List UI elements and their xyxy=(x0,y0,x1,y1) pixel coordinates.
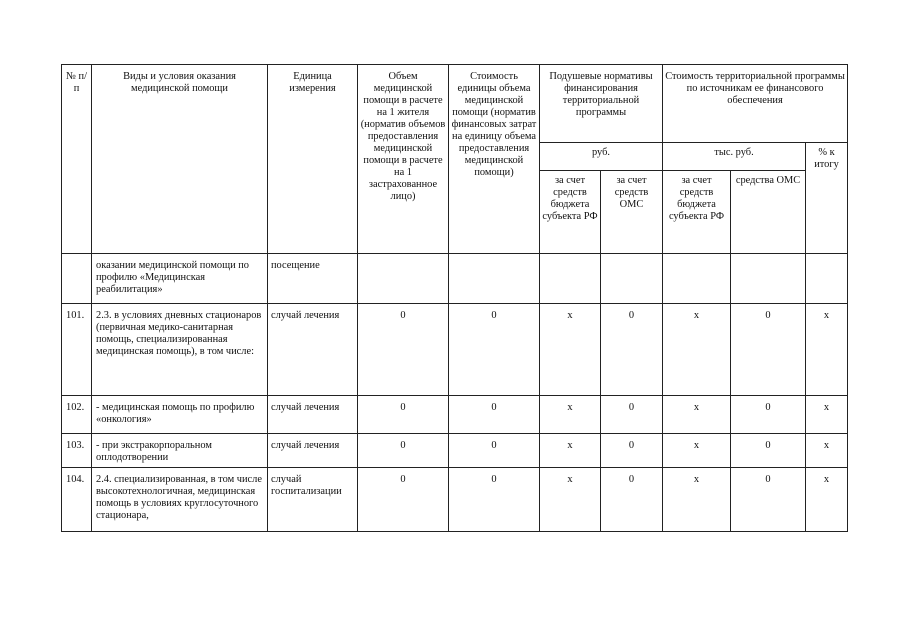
row-pct: х xyxy=(806,434,848,468)
header-oms-rub: за счет средств ОМС xyxy=(601,171,663,254)
row-budget-thous: х xyxy=(663,396,731,434)
row-volume: 0 xyxy=(358,434,449,468)
row-budget-thous xyxy=(663,254,731,304)
row-budget-rub: х xyxy=(540,468,601,532)
row-cost: 0 xyxy=(449,304,540,396)
row-budget-rub: х xyxy=(540,304,601,396)
row-oms-rub: 0 xyxy=(601,434,663,468)
table-row xyxy=(62,254,848,304)
header-budget-rub: за счет средств бюджета субъекта РФ xyxy=(540,171,601,254)
table-row xyxy=(62,468,848,532)
row-kind: - при экстракорпоральном оплодотворении xyxy=(92,434,268,468)
table-row xyxy=(62,434,848,468)
header-per-capita: Подушевые нормативы финансирования территориальной программы xyxy=(540,65,663,143)
row-pct: х xyxy=(806,396,848,434)
header-oms-thous: средства ОМС xyxy=(731,171,806,254)
row-pct: х xyxy=(806,468,848,532)
row-budget-rub: х xyxy=(540,434,601,468)
header-kind: Виды и условия оказания медицинской помощи xyxy=(92,65,268,254)
row-volume: 0 xyxy=(358,304,449,396)
row-budget-rub: х xyxy=(540,396,601,434)
row-number: 102. xyxy=(62,396,92,434)
row-unit: случай лечения xyxy=(268,434,358,468)
header-cost: Стоимость единицы объема медицинской помощи (норматив финансовых затрат на единицу объема предоставления медицинской помощи) xyxy=(449,65,540,254)
row-cost: 0 xyxy=(449,396,540,434)
row-cost: 0 xyxy=(449,434,540,468)
row-volume xyxy=(358,254,449,304)
header-thous-rub: тыс. руб. xyxy=(663,143,806,171)
table-row xyxy=(62,304,848,396)
row-budget-thous: х xyxy=(663,304,731,396)
header-pct: % к итогу xyxy=(806,143,848,254)
header-num: № п/п xyxy=(62,65,92,254)
row-number xyxy=(62,254,92,304)
row-oms-rub: 0 xyxy=(601,396,663,434)
row-oms-thous: 0 xyxy=(731,434,806,468)
row-oms-thous: 0 xyxy=(731,304,806,396)
row-cost: 0 xyxy=(449,468,540,532)
header-volume: Объем медицинской помощи в расчете на 1 жителя (норматив объемов предоставления медицинской помощи в расчете на 1 застрахованное лицо) xyxy=(358,65,449,254)
row-oms-rub: 0 xyxy=(601,304,663,396)
header-unit: Единица измерения xyxy=(268,65,358,254)
row-kind: 2.3. в условиях дневных стационаров (первичная медико-санитарная помощь, специализированная медицинская помощь), в том числе: xyxy=(92,304,268,396)
header-rub: руб. xyxy=(540,143,663,171)
row-budget-rub xyxy=(540,254,601,304)
row-pct: х xyxy=(806,304,848,396)
header-territorial: Стоимость территориальной программы по источникам ее финансового обеспечения xyxy=(663,65,848,143)
row-number: 103. xyxy=(62,434,92,468)
program-table xyxy=(61,64,848,532)
row-unit: случай лечения xyxy=(268,304,358,396)
row-pct xyxy=(806,254,848,304)
row-kind: 2.4. специализированная, в том числе высокотехнологичная, медицинская помощь в условиях круглосуточного стационара, xyxy=(92,468,268,532)
row-oms-thous: 0 xyxy=(731,468,806,532)
row-unit: посещение xyxy=(268,254,358,304)
header-row-1 xyxy=(62,65,848,143)
row-oms-thous: 0 xyxy=(731,396,806,434)
row-unit: случай госпитализации xyxy=(268,468,358,532)
row-cost xyxy=(449,254,540,304)
row-oms-rub xyxy=(601,254,663,304)
row-budget-thous: х xyxy=(663,468,731,532)
row-kind: - медицинская помощь по профилю «онкология» xyxy=(92,396,268,434)
row-volume: 0 xyxy=(358,468,449,532)
table-body xyxy=(62,65,848,532)
row-budget-thous: х xyxy=(663,434,731,468)
row-unit: случай лечения xyxy=(268,396,358,434)
row-oms-rub: 0 xyxy=(601,468,663,532)
table-row xyxy=(62,396,848,434)
row-number: 104. xyxy=(62,468,92,532)
header-budget-thous: за счет средств бюджета субъекта РФ xyxy=(663,171,731,254)
row-kind: оказании медицинской помощи по профилю «Медицинская реабилитация» xyxy=(92,254,268,304)
row-volume: 0 xyxy=(358,396,449,434)
row-number: 101. xyxy=(62,304,92,396)
row-oms-thous xyxy=(731,254,806,304)
